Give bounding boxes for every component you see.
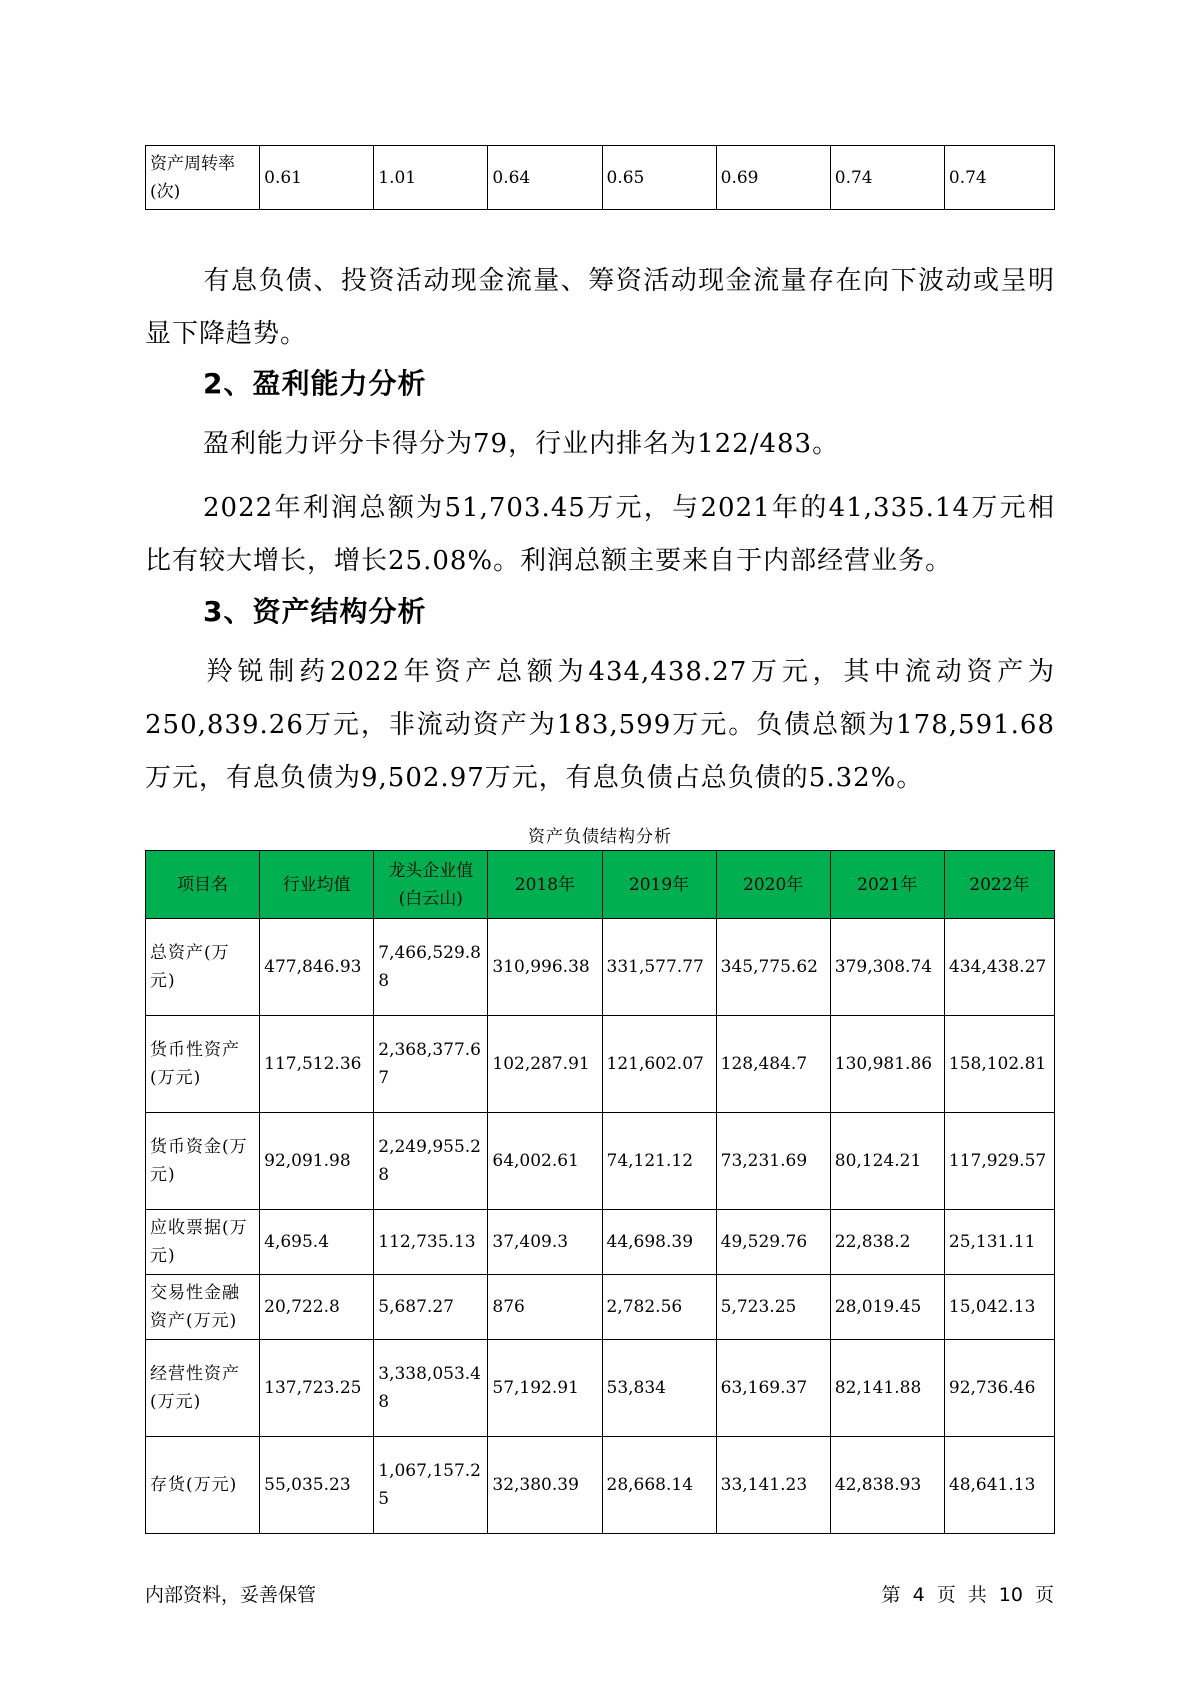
table-cell: 28,019.45 (830, 1275, 944, 1340)
column-header: 2021年 (830, 851, 944, 919)
table-cell: 4,695.4 (260, 1210, 374, 1275)
paragraph-text: 2022年利润总额为51,703.45万元，与2021年的41,335.14万元相比有较大增长，增长25.08%。利润总额主要来自于内部经营业务。 (145, 493, 1055, 576)
paragraph-debt-trend (145, 255, 1055, 361)
balance-structure-table (145, 850, 1055, 1534)
table-cell: 137,723.25 (260, 1340, 374, 1437)
table-cell: 55,035.23 (260, 1437, 374, 1534)
table-cell: 64,002.61 (488, 1113, 602, 1210)
table-cell: 44,698.39 (602, 1210, 716, 1275)
table-cell: 117,512.36 (260, 1016, 374, 1113)
table-cell: 7,466,529.88 (374, 919, 488, 1016)
table-row (146, 1275, 1055, 1340)
footer-confidential-note: 内部资料，妥善保管 (145, 1584, 317, 1606)
table-cell: 5,723.25 (716, 1275, 830, 1340)
section-heading-profitability: 2、盈利能力分析 (203, 367, 427, 400)
table-cell: 102,287.91 (488, 1016, 602, 1113)
table-cell: 117,929.57 (944, 1113, 1054, 1210)
table-cell: 1.01 (374, 146, 488, 210)
column-header: 项目名 (146, 851, 260, 919)
paragraph-text: 盈利能力评分卡得分为79，行业内排名为122/483。 (203, 429, 840, 459)
table-cell: 49,529.76 (716, 1210, 830, 1275)
table-cell: 0.74 (944, 146, 1054, 210)
table-cell: 345,775.62 (716, 919, 830, 1016)
table-cell: 379,308.74 (830, 919, 944, 1016)
table-cell: 331,577.77 (602, 919, 716, 1016)
table-cell: 2,249,955.28 (374, 1113, 488, 1210)
table-row (146, 1340, 1055, 1437)
column-header: 2019年 (602, 851, 716, 919)
table-cell: 15,042.13 (944, 1275, 1054, 1340)
table-row (146, 1113, 1055, 1210)
table-cell: 121,602.07 (602, 1016, 716, 1113)
table-cell: 112,735.13 (374, 1210, 488, 1275)
table-cell: 42,838.93 (830, 1437, 944, 1534)
table-header-row (146, 851, 1055, 919)
table-cell: 477,846.93 (260, 919, 374, 1016)
table-cell: 80,124.21 (830, 1113, 944, 1210)
paragraph-profit-total (145, 482, 1055, 588)
table-cell: 32,380.39 (488, 1437, 602, 1534)
table-cell: 310,996.38 (488, 919, 602, 1016)
section-heading-asset-structure: 3、资产结构分析 (203, 595, 427, 628)
table-cell: 92,091.98 (260, 1113, 374, 1210)
table-cell: 0.64 (488, 146, 602, 210)
table-cell: 158,102.81 (944, 1016, 1054, 1113)
table-cell: 1,067,157.25 (374, 1437, 488, 1534)
paragraph-asset-structure (145, 646, 1055, 805)
table-cell: 3,338,053.48 (374, 1340, 488, 1437)
table-cell: 25,131.11 (944, 1210, 1054, 1275)
table-cell: 74,121.12 (602, 1113, 716, 1210)
table-cell: 28,668.14 (602, 1437, 716, 1534)
column-header: 2020年 (716, 851, 830, 919)
table-row (146, 1437, 1055, 1534)
table-cell: 0.69 (716, 146, 830, 210)
table-cell: 33,141.23 (716, 1437, 830, 1534)
table-cell: 92,736.46 (944, 1340, 1054, 1437)
paragraph-profit-score (145, 418, 1055, 471)
footer-page-number: 第 4 页 共 10 页 (881, 1584, 1054, 1606)
table-row (146, 919, 1055, 1016)
row-label: 存货(万元) (146, 1437, 260, 1534)
table-cell: 82,141.88 (830, 1340, 944, 1437)
table-cell: 5,687.27 (374, 1275, 488, 1340)
row-label: 资产周转率(次) (146, 146, 260, 210)
column-header: 行业均值 (260, 851, 374, 919)
table-cell: 434,438.27 (944, 919, 1054, 1016)
row-label: 货币性资产(万元) (146, 1016, 260, 1113)
table-cell: 0.65 (602, 146, 716, 210)
table-cell: 876 (488, 1275, 602, 1340)
table-cell: 130,981.86 (830, 1016, 944, 1113)
row-label: 交易性金融资产(万元) (146, 1275, 260, 1340)
table-cell: 2,782.56 (602, 1275, 716, 1340)
table-cell: 57,192.91 (488, 1340, 602, 1437)
table-cell: 48,641.13 (944, 1437, 1054, 1534)
table-row (146, 1210, 1055, 1275)
row-label: 经营性资产(万元) (146, 1340, 260, 1437)
table-cell: 37,409.3 (488, 1210, 602, 1275)
table-cell: 22,838.2 (830, 1210, 944, 1275)
row-label: 应收票据(万元) (146, 1210, 260, 1275)
table-cell: 128,484.7 (716, 1016, 830, 1113)
table-row (146, 1016, 1055, 1113)
table-cell: 0.74 (830, 146, 944, 210)
paragraph-text: 有息负债、投资活动现金流量、筹资活动现金流量存在向下波动或呈明显下降趋势。 (145, 266, 1055, 349)
table-caption: 资产负债结构分析 (528, 827, 672, 847)
row-label: 货币资金(万元) (146, 1113, 260, 1210)
table-cell: 53,834 (602, 1340, 716, 1437)
paragraph-text: 羚锐制药2022年资产总额为434,438.27万元，其中流动资产为250,839.26万元，非流动资产为183,599万元。负债总额为178,591.68万元，有息负债为9,502.97万元，有息负债占总负债的5.32%。 (145, 657, 1055, 793)
table-cell: 0.61 (260, 146, 374, 210)
table-cell: 20,722.8 (260, 1275, 374, 1340)
table-cell: 2,368,377.67 (374, 1016, 488, 1113)
column-header: 龙头企业值(白云山) (374, 851, 488, 919)
table-row (146, 146, 1055, 210)
table-cell: 63,169.37 (716, 1340, 830, 1437)
column-header: 2018年 (488, 851, 602, 919)
row-label: 总资产(万元) (146, 919, 260, 1016)
turnover-table (145, 145, 1055, 210)
column-header: 2022年 (944, 851, 1054, 919)
table-cell: 73,231.69 (716, 1113, 830, 1210)
